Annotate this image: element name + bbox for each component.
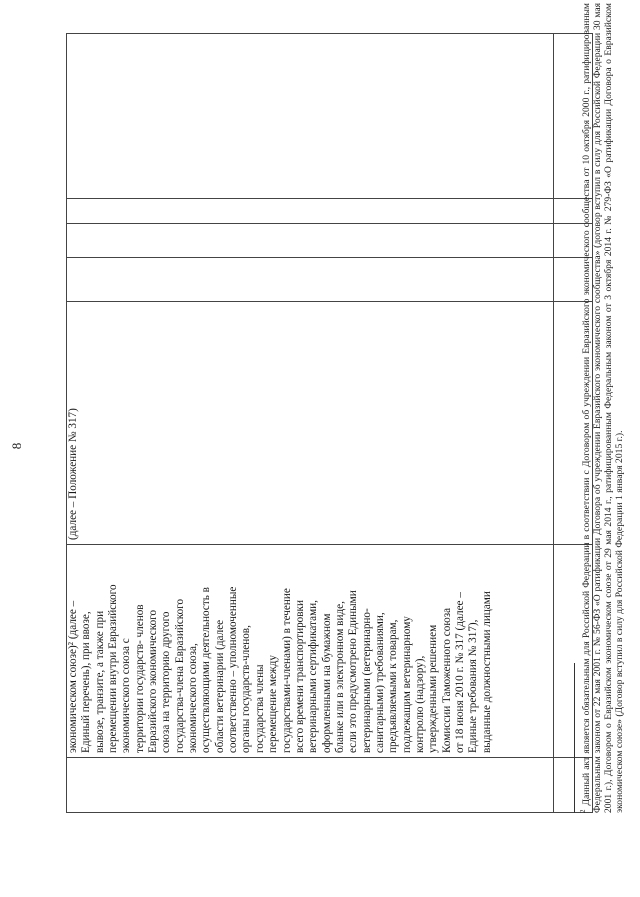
table-cell-empty — [67, 224, 554, 258]
table-cell-empty — [67, 758, 554, 813]
table-row — [67, 34, 554, 813]
regulation-table — [66, 33, 593, 813]
table-cell-reference — [67, 302, 554, 545]
footnote — [578, 3, 625, 813]
footnote-separator — [574, 663, 575, 813]
footnote-marker: 2 — [579, 809, 587, 813]
table-cell-empty — [67, 199, 554, 224]
page-number: 8 — [9, 442, 24, 450]
reference-text: (далее – Положение № 317) — [67, 408, 79, 540]
table-cell-empty — [67, 34, 554, 199]
footnote-text: Данный акт является обязательным для Российской Федерации в соответствии с Договором об учреждении Евразийского экономического сообщества от 10 октября 2000 г., ратифицированным Федеральным законом от 22 мая 2001 г. № 56-ФЗ «О ратификации Договора об учреждении Евразийского экономического сообщества» (договор вступил в силу для Российской Федерации 30 мая 2001 г.), Договором о Евразийском экономическом союзе от 29 мая 2014 г., ратифицированным Федеральным законом от 3 октября 2014 г. № 279-ФЗ «О ратификации Договора о Евразийском экономическом союзе» (Договор вступил в силу для Российской Федерации 1 января 2015 г.). — [581, 3, 625, 813]
table-cell-empty — [67, 258, 554, 302]
table-cell-requirement — [67, 545, 554, 758]
requirement-text: экономическом союзе)² (далее – Единый перечень), при ввозе, вывозе, транзите, а также при перемещении внутри Евразийского экономического союза с территории государств- членов Евразийского экономического союза на территорию другого государства-члена Евразийского экономического союза, осуществляющими деятельность в области ветеринарии (далее соответственно – уполномоченные органы государств-членов, государства члены перемещение между государствами-членами) в течение всего времени транспортировки ветеринарными сертификатами, оформленными на бумажном бланке или в электронном виде, если это предусмотрено Едиными ветеринарными (ветеринарно- санитарными) требованиями, предъявляемыми к товарам, подлежащим ветеринарному контролю (надзору), утвержденными решением Комиссии Таможенного союза от 18 июня 2010 г. № 317 (далее – Единые требования № 317), выданные должностными лицами — [67, 584, 493, 753]
